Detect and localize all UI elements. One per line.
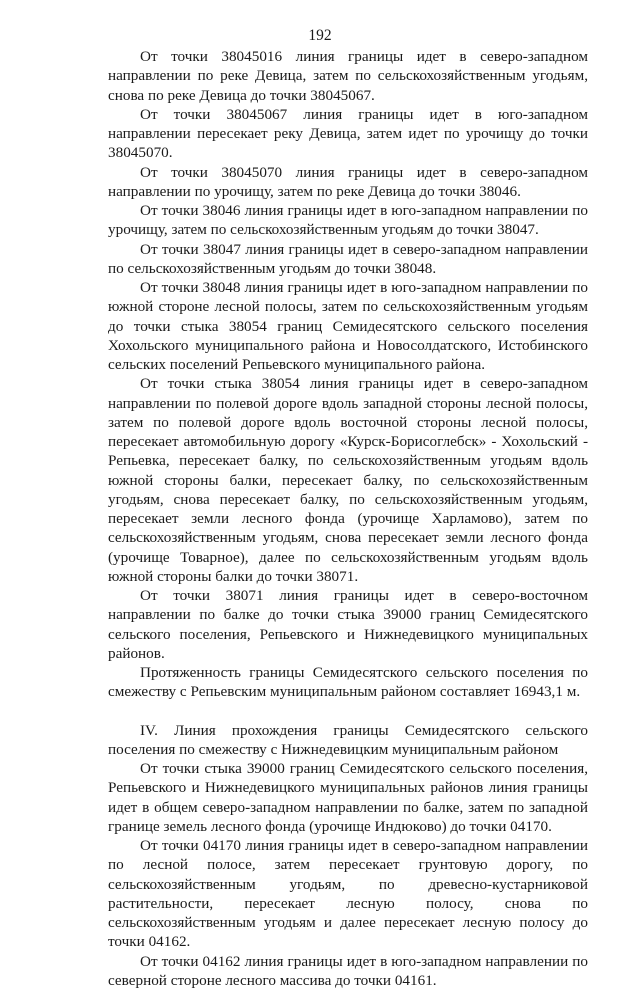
boundary-length-summary: Протяженность границы Семидесятского сельского поселения по смежеству с Репьевским муниципальным районом составляет 16943,1 м. (108, 663, 588, 702)
paragraph: От точки 38048 линия границы идет в юго-западном направлении по южной стороне лесной полосы, затем по сельскохозяйственным угодьям до точки стыка 38054 границ Семидесятского сельского поселения Хохольского муниципального района и Новосолдатского, Истобинского сельских поселений Репьевского муниципального района. (108, 278, 588, 374)
paragraph: От точки 38045070 линия границы идет в северо-западном направлении по урочищу, затем по реке Девица до точки 38046. (108, 163, 588, 202)
paragraph: От точки стыка 38054 линия границы идет в северо-западном направлении по полевой дороге вдоль западной стороны лесной полосы, затем по полевой дороге вдоль восточной стороны лесной полосы, пересекает автомобильную дорогу «Курск-Борисоглебск» - Хохольский - Репьевка, пересекает балку, по сельскохозяйственным угодьям вдоль южной стороны балки, пересекает балку, по сельскохозяйственным угодьям, снова пересекает балку, по сельскохозяйственным угодьям, пересекает земли лесного фонда (урочище Харламово), затем по сельскохозяйственным угодьям, снова пересекает земли лесного фонда (урочище Товарное), далее по сельскохозяйственным угодьям вдоль южной стороны балки до точки 38071. (108, 374, 588, 586)
paragraph: От точки 04170 линия границы идет в северо-западном направлении по лесной полосе, затем пересекает грунтовую дорогу, по сельскохозяйственным угодьям, по древесно-кустарниковой растительности, пересекает лесную полосу, снова по сельскохозяйственным угодьям и далее пересекает лесную полосу до точки 04162. (108, 836, 588, 952)
paragraph: От точки 04162 линия границы идет в юго-западном направлении по северной стороне лесного массива до точки 04161. (108, 952, 588, 990)
document-body (108, 47, 588, 990)
page-number: 192 (0, 26, 640, 45)
paragraph: От точки 38071 линия границы идет в северо-восточном направлении по балке до точки стыка 39000 границ Семидесятского сельского поселения, Репьевского и Нижнедевицкого муниципальных районов. (108, 586, 588, 663)
section-heading-iv: IV. Линия прохождения границы Семидесятского сельского поселения по смежеству с Нижнедевицким муниципальным районом (108, 721, 588, 760)
paragraph: От точки 38045067 линия границы идет в юго-западном направлении пересекает реку Девица, затем идет по урочищу до точки 38045070. (108, 105, 588, 163)
paragraph: От точки 38047 линия границы идет в северо-западном направлении по сельскохозяйственным угодьям до точки 38048. (108, 240, 588, 279)
paragraph: От точки 38046 линия границы идет в юго-западном направлении по урочищу, затем по сельскохозяйственным угодьям до точки 38047. (108, 201, 588, 240)
paragraph: От точки 38045016 линия границы идет в северо-западном направлении по реке Девица, затем по сельскохозяйственным угодьям, снова по реке Девица до точки 38045067. (108, 47, 588, 105)
paragraph: От точки стыка 39000 границ Семидесятского сельского поселения, Репьевского и Нижнедевицкого муниципальных районов линия границы идет в общем северо-западном направлении по балке, затем по западной границе земель лесного фонда (урочище Индюково) до точки 04170. (108, 759, 588, 836)
